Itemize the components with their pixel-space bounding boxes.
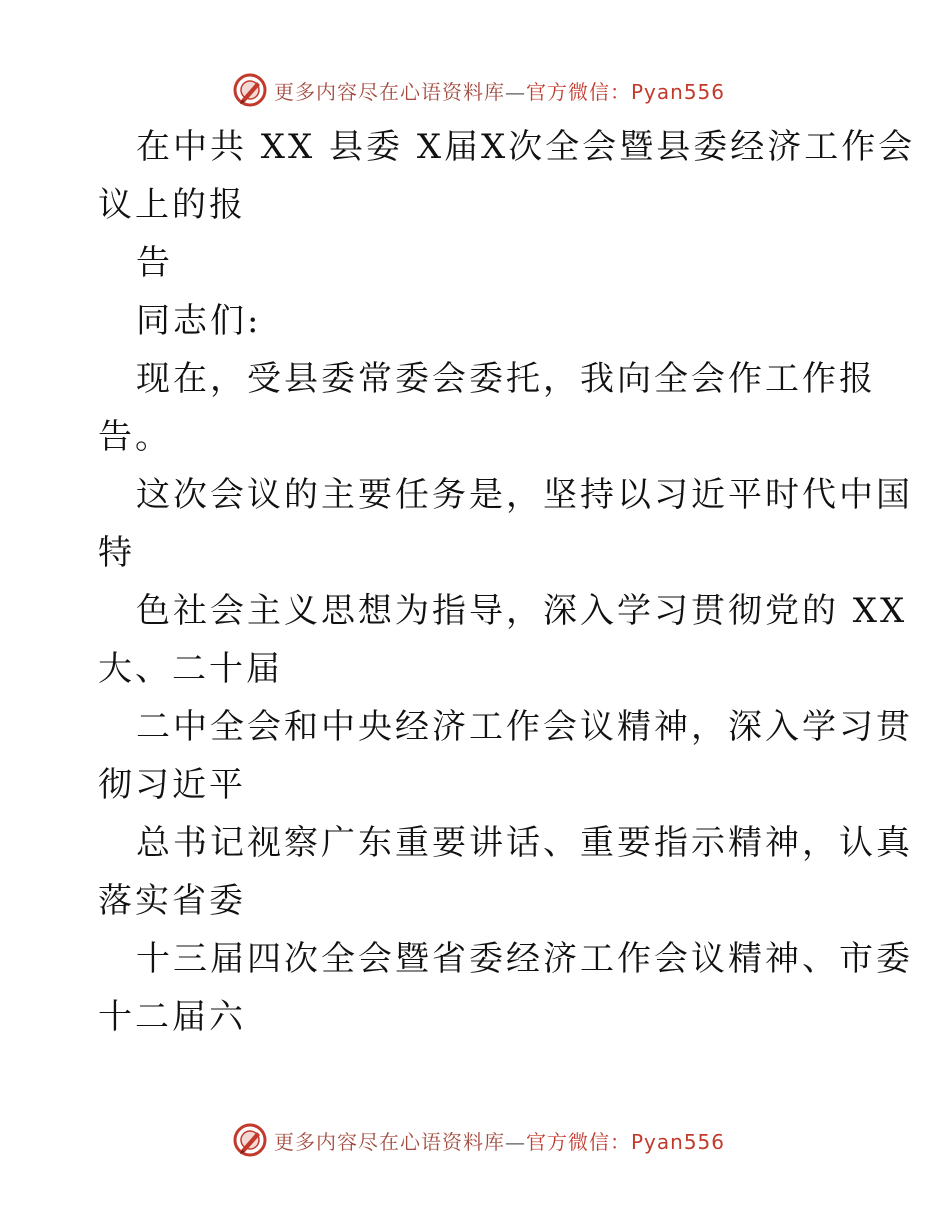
footer-wechat-id: Pyan556 (631, 1129, 726, 1154)
text-line: 十二届六 (98, 997, 246, 1037)
text-line: 大、二十届 (98, 649, 283, 689)
text-line: 十三届四次全会暨省委经济工作会议精神、市委 (136, 939, 913, 979)
header-wechat-id: Pyan556 (631, 79, 726, 104)
footer-dash: — (505, 1129, 526, 1154)
text-line: 彻习近平 (98, 765, 246, 805)
footer-brand-text: 更多内容尽在心语资料库 (274, 1129, 505, 1154)
pen-logo-icon (232, 1122, 268, 1158)
text-line: 特 (98, 533, 135, 573)
text-line: 总书记视察广东重要讲话、重要指示精神，认真 (136, 823, 913, 863)
pen-logo-icon (232, 72, 268, 108)
text-line: 议上的报 (98, 185, 246, 225)
text-line: 二中全会和中央经济工作会议精神，深入学习贯 (136, 707, 913, 747)
text-line: 这次会议的主要任务是，坚持以习近平时代中国 (136, 475, 913, 515)
text-line: 落实省委 (98, 881, 246, 921)
header-brand-text: 更多内容尽在心语资料库 (274, 79, 505, 104)
report-body (98, 118, 916, 1046)
text-line: 色社会主义思想为指导，深入学习贯彻党的 XX (136, 591, 908, 631)
footer-wechat-label: 官方微信： (526, 1129, 631, 1154)
text-line: 告。 (98, 417, 172, 457)
text-line: 告 (136, 243, 173, 283)
text-line: 同志们: (136, 301, 262, 341)
text-line: 现在，受县委常委会委托，我向全会作工作报 (136, 359, 876, 399)
footer-watermark (232, 1120, 726, 1160)
header-watermark (232, 70, 726, 110)
header-dash: — (505, 79, 526, 104)
header-wechat-label: 官方微信： (526, 79, 631, 104)
text-line: 在中共 XX 县委 X届X次全会暨县委经济工作会 (136, 127, 916, 167)
